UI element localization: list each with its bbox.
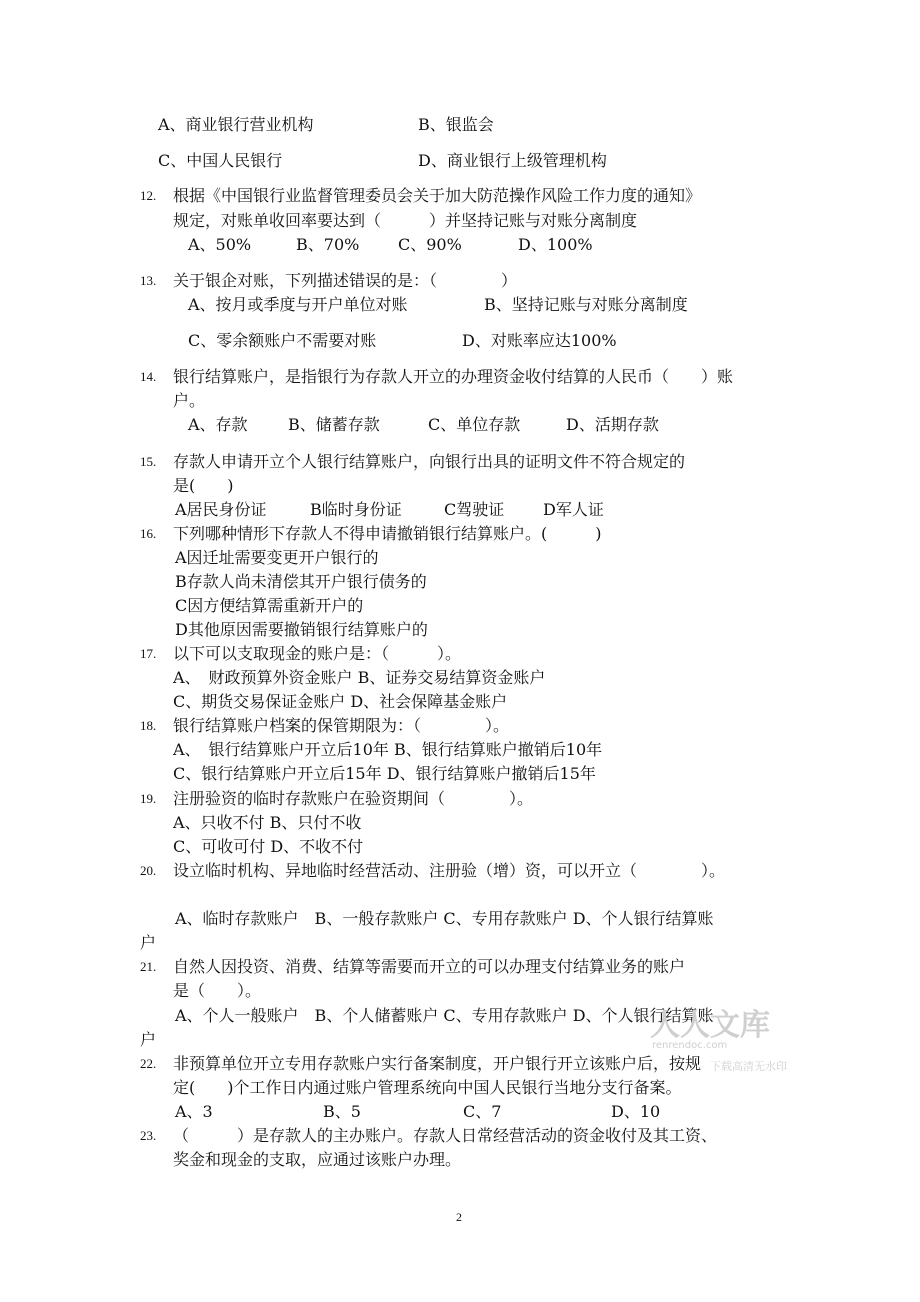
option: A、只收不付 B、只付不收 <box>173 813 362 832</box>
question-text: 银行结算账户档案的保管期限为：（ ）。 <box>173 716 510 735</box>
option: C、银行结算账户开立后15年 D、银行结算账户撤销后15年 <box>173 764 596 783</box>
question-text: 关于银企对账，下列描述错误的是：（ ） <box>173 271 518 290</box>
question-number: 19. <box>140 791 157 806</box>
question-number: 20. <box>140 863 157 878</box>
option: A、 银行结算账户开立后10年 B、银行结算账户撤销后10年 <box>173 740 603 759</box>
question-text: 规定，对账单收回率要达到（ ）并坚持记账与对账分离制度 <box>173 211 638 230</box>
option: C驾驶证 <box>444 500 505 519</box>
option: C、可收可付 D、不收不付 <box>173 837 364 856</box>
option: B存款人尚未清偿其开户银行债务的 <box>175 572 427 591</box>
question-number: 12. <box>140 188 157 203</box>
option: 户 <box>140 933 157 952</box>
option: D、对账率应达100% <box>462 331 617 350</box>
question-text: 注册验资的临时存款账户在验资期间（ ）。 <box>173 789 534 808</box>
q11-option-b: B、银监会 <box>418 115 494 134</box>
option: C、单位存款 <box>428 415 521 434</box>
option: A、3 <box>175 1102 213 1121</box>
question-text: 是( ) <box>173 476 234 495</box>
question-number: 14. <box>140 369 157 384</box>
option: B、坚持记账与对账分离制度 <box>484 295 688 314</box>
q11-option-d: D、商业银行上级管理机构 <box>418 151 607 170</box>
option: B、5 <box>323 1102 361 1121</box>
option: 户 <box>140 1030 157 1049</box>
page-number: 2 <box>456 1210 462 1224</box>
question-text: 奖金和现金的支取，应通过该账户办理。 <box>173 1150 462 1169</box>
question-text: 是（ ）。 <box>173 981 262 1000</box>
question-text: 设立临时机构、异地临时经营活动、注册验（增）资，可以开立（ ）。 <box>173 861 726 880</box>
question-number: 16. <box>140 526 157 541</box>
watermark-url: renrendoc.com <box>652 1040 728 1051</box>
option: D、活期存款 <box>566 415 659 434</box>
q11-option-a: A、商业银行营业机构 <box>158 115 314 134</box>
option: A、50% <box>188 235 252 254</box>
option: C、90% <box>398 235 462 254</box>
question-number: 15. <box>140 454 157 469</box>
option: A、存款 <box>188 415 248 434</box>
option: C因方便结算需重新开户的 <box>175 596 364 615</box>
watermark-title: 人人文库 <box>650 1008 770 1043</box>
question-number: 23. <box>140 1128 157 1143</box>
option: A、 财政预算外资金账户 B、证券交易结算资金账户 <box>173 668 546 687</box>
option: B、储蓄存款 <box>288 415 380 434</box>
watermark-slogan: 下载高清无水印 <box>710 1060 787 1073</box>
option: D、100% <box>518 235 593 254</box>
option: A、临时存款账户 B、一般存款账户 C、专用存款账户 D、个人银行结算账 <box>175 909 714 928</box>
question-number: 21. <box>140 959 157 974</box>
option: D、10 <box>611 1102 661 1121</box>
option: A居民身份证 <box>175 500 267 519</box>
q11-option-c: C、中国人民银行 <box>158 151 283 170</box>
option: B临时身份证 <box>310 500 402 519</box>
option: D军人证 <box>543 500 604 519</box>
question-number: 17. <box>140 646 157 661</box>
question-text: （ ）是存款人的主办账户。存款人日常经营活动的资金收付及其工资、 <box>173 1126 718 1145</box>
option: C、7 <box>463 1102 502 1121</box>
option: B、70% <box>296 235 360 254</box>
question-number: 13. <box>140 273 157 288</box>
option: D其他原因需要撤销银行结算账户的 <box>175 620 428 639</box>
option: C、零余额账户不需要对账 <box>188 331 377 350</box>
question-text: 下列哪种情形下存款人不得申请撤销银行结算账户。( ) <box>173 524 602 543</box>
question-text: 以下可以支取现金的账户是：（ ）。 <box>173 644 462 663</box>
question-number: 22. <box>140 1056 157 1071</box>
question-text: 定( )个工作日内通过账户管理系统向中国人民银行当地分支行备案。 <box>173 1078 682 1097</box>
option: A因迁址需要变更开户银行的 <box>175 548 379 567</box>
question-text: 银行结算账户，是指银行为存款人开立的办理资金收付结算的人民币（ ）账 <box>173 367 734 386</box>
question-text: 非预算单位开立专用存款账户实行备案制度，开户银行开立该账户后，按规 <box>173 1054 702 1073</box>
option: C、期货交易保证金账户 D、社会保障基金账户 <box>173 692 508 711</box>
question-text: 自然人因投资、消费、结算等需要而开立的可以办理支付结算业务的账户 <box>173 957 686 976</box>
question-text: 根据《中国银行业监督管理委员会关于加大防范操作风险工作力度的通知》 <box>173 186 702 205</box>
question-number: 18. <box>140 718 157 733</box>
option: A、按月或季度与开户单位对账 <box>188 295 408 314</box>
question-text: 户。 <box>173 391 206 410</box>
option: A、个人一般账户 B、个人储蓄账户 C、专用存款账户 D、个人银行结算账 <box>175 1006 714 1025</box>
question-text: 存款人申请开立个人银行结算账户，向银行出具的证明文件不符合规定的 <box>173 452 686 471</box>
